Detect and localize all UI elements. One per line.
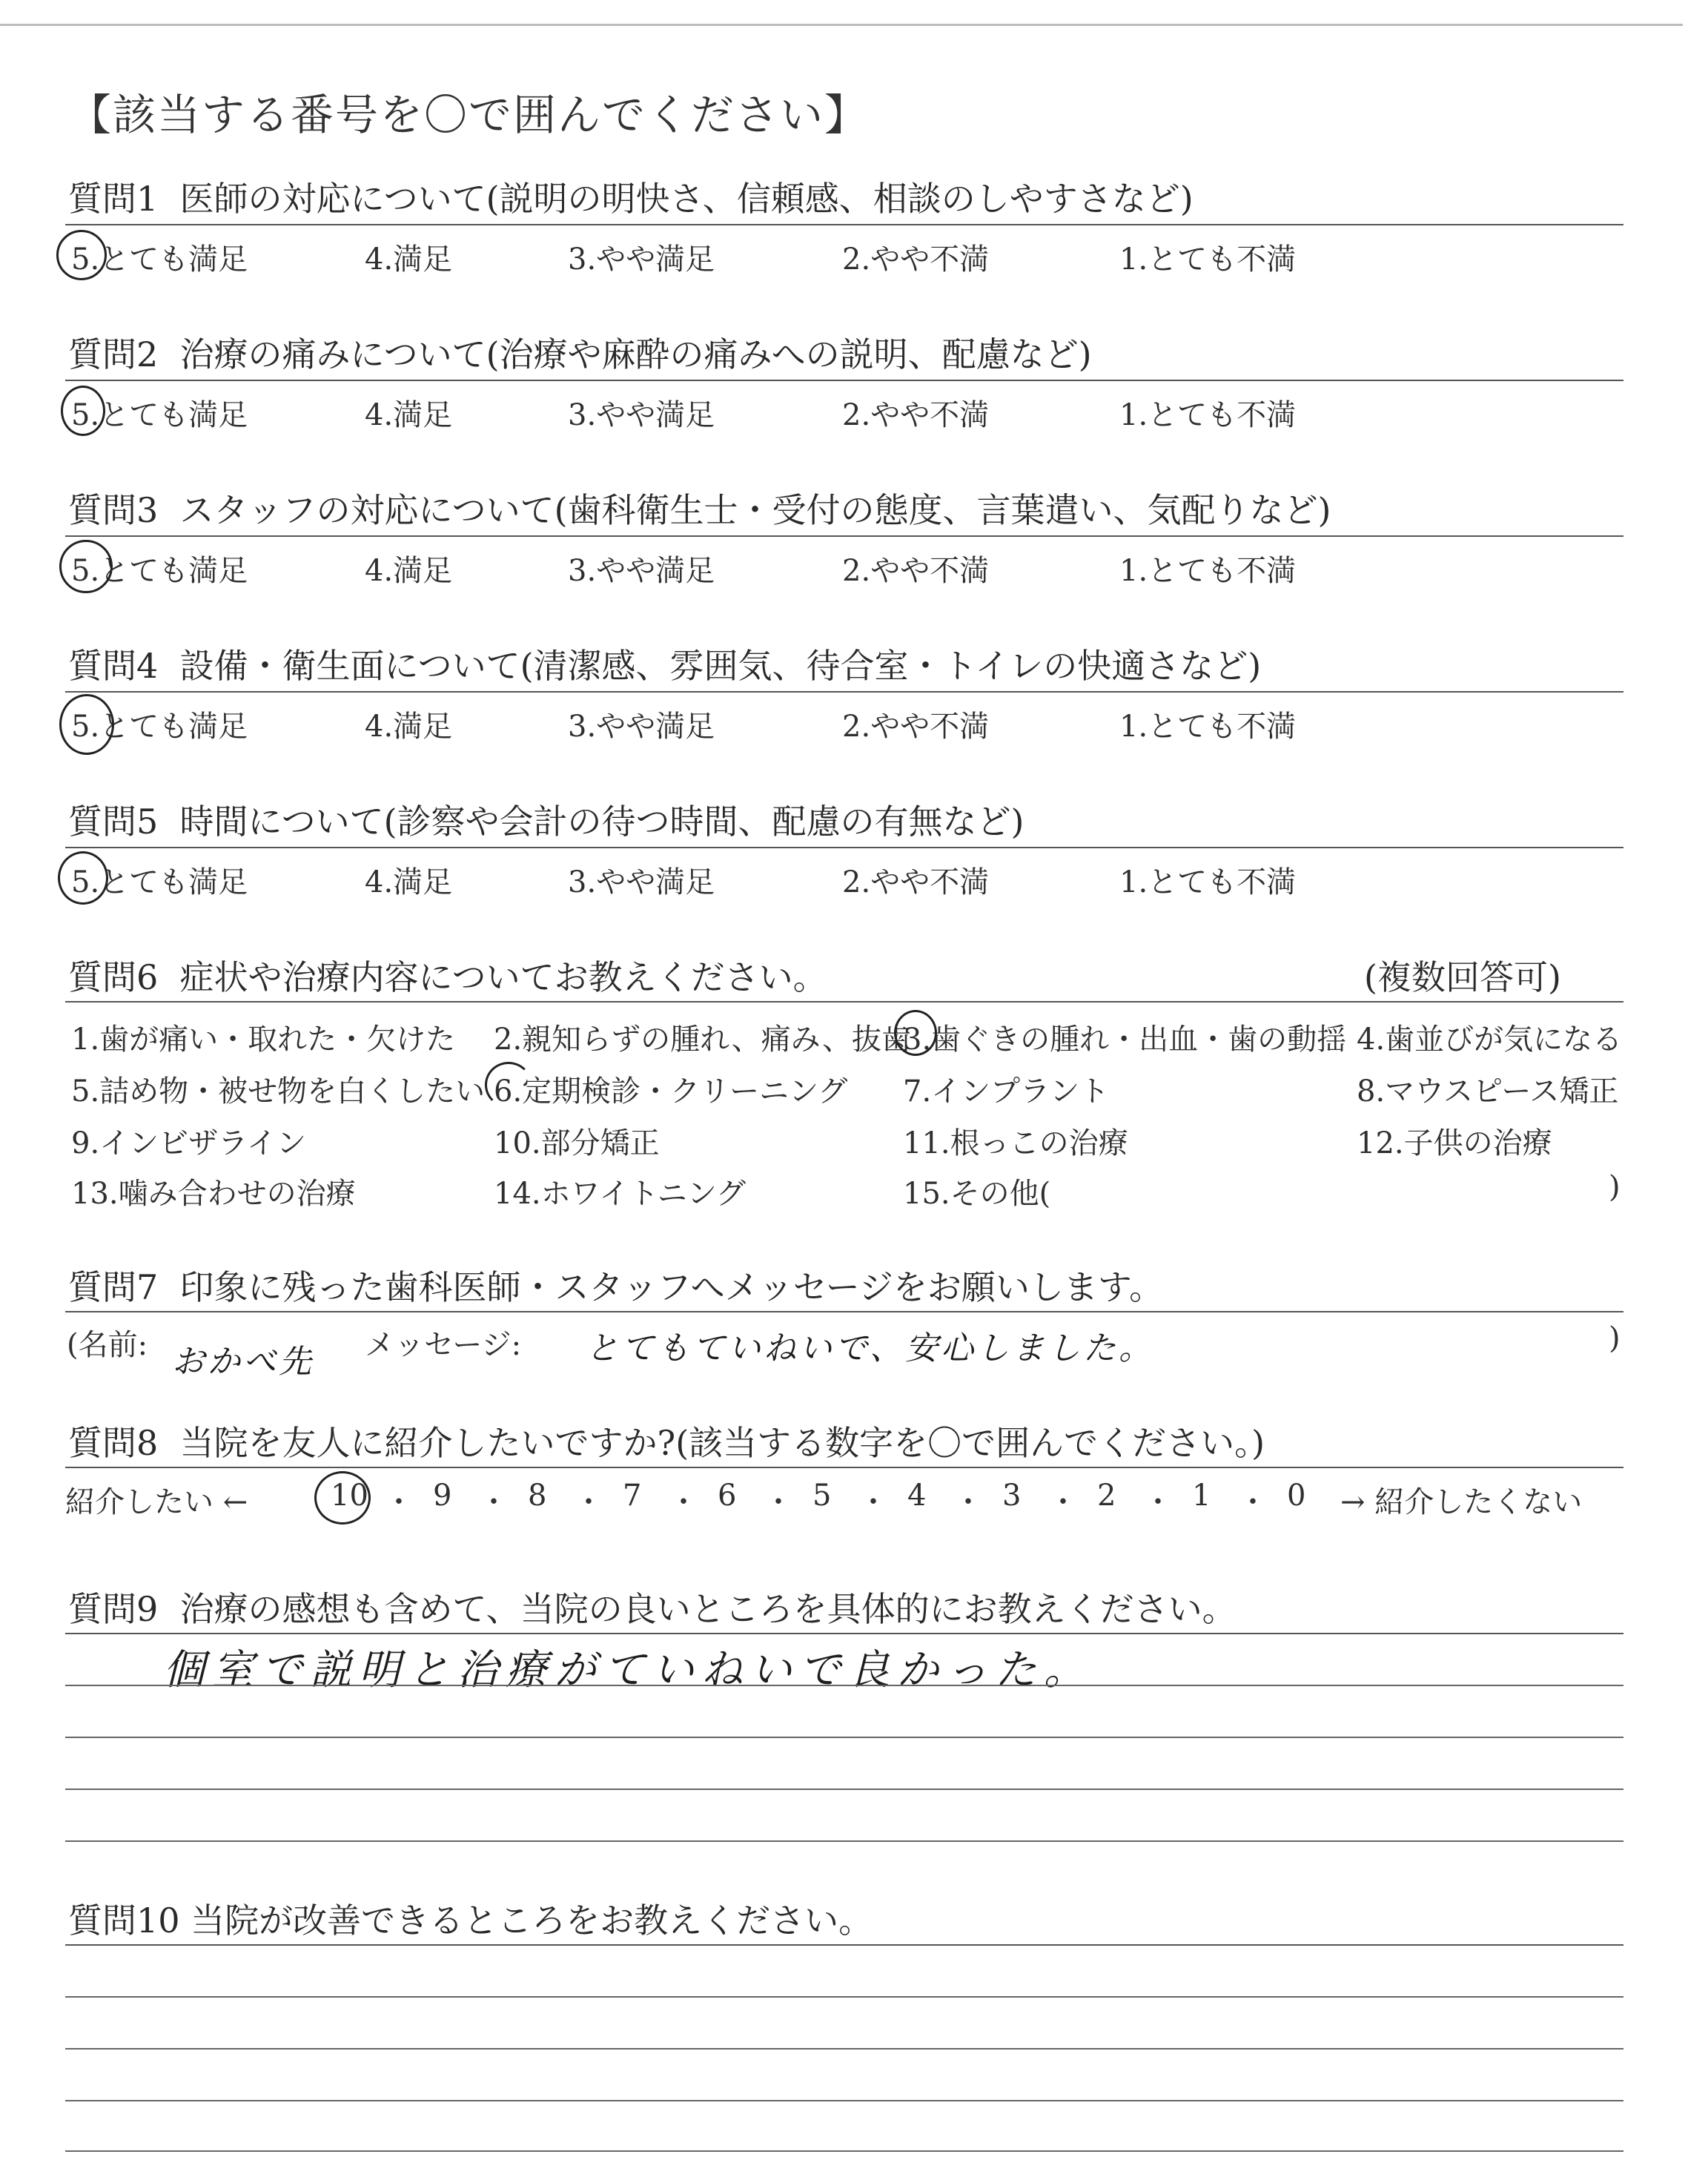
question-5-text: 時間について(診察や会計の待つ時間、配慮の有無など) — [179, 802, 1025, 842]
scale-separator: ・ — [384, 1485, 414, 1519]
question-9-answer[interactable]: 個室で説明と治療がていねいで良かった。 — [163, 1646, 1093, 1694]
question-2-label: 質問2 — [68, 334, 159, 374]
question-8-rule — [65, 1467, 1623, 1468]
question-2-text: 治療の痛みについて(治療や麻酔の痛みへの説明、配慮など) — [179, 334, 1092, 374]
question-9-text: 治療の感想も含めて、当院の良いところを具体的にお教えください。 — [179, 1589, 1237, 1629]
question-5-rule — [65, 847, 1623, 848]
question-3 — [68, 483, 1331, 532]
scale-separator: ・ — [1238, 1485, 1268, 1519]
question-7-label: 質問7 — [68, 1267, 159, 1307]
selection-circle — [894, 1010, 937, 1056]
option-1[interactable]: 1.とても不満 — [1119, 554, 1297, 588]
scale-separator: ・ — [574, 1485, 603, 1519]
option-4[interactable]: 4.満足 — [365, 554, 453, 588]
scale-separator: ・ — [669, 1485, 698, 1519]
question-7 — [68, 1261, 1163, 1309]
option-5[interactable]: 5.とても満足 — [71, 865, 248, 899]
question-4-rule — [65, 691, 1623, 693]
scale-6[interactable]: 6 — [718, 1479, 737, 1513]
scale-7[interactable]: 7 — [623, 1479, 642, 1513]
selection-circle — [56, 230, 107, 280]
question-7-text: 印象に残った歯科医師・スタッフへメッセージをお願いします。 — [179, 1267, 1164, 1307]
scale-separator: ・ — [953, 1485, 983, 1519]
option-2[interactable]: 2.やや不満 — [842, 554, 990, 588]
option-1[interactable]: 1.とても不満 — [1119, 242, 1297, 277]
question-1-label: 質問1 — [68, 179, 159, 219]
message-label: メッセージ: — [365, 1328, 522, 1362]
question-6-note: (複数回答可) — [1364, 957, 1561, 997]
top-border — [0, 24, 1683, 26]
option-5[interactable]: 5.とても満足 — [71, 554, 248, 588]
option-2[interactable]: 2.やや不満 — [842, 865, 990, 899]
name-label: (名前: — [67, 1328, 148, 1362]
selection-circle — [485, 1062, 532, 1108]
selection-circle — [59, 540, 113, 593]
question-4 — [68, 639, 1261, 688]
question-10-rule — [65, 1944, 1623, 1946]
item-11[interactable]: 11.根っこの治療 — [903, 1126, 1128, 1160]
option-5[interactable]: 5.とても満足 — [71, 398, 248, 432]
item-2[interactable]: 2.親知らずの腫れ、痛み、抜歯 — [494, 1023, 911, 1057]
item-4[interactable]: 4.歯並びが気になる — [1357, 1023, 1623, 1057]
scale-1[interactable]: 1 — [1192, 1479, 1211, 1513]
option-3[interactable]: 3.やや満足 — [568, 710, 715, 744]
scale-separator: ・ — [1048, 1485, 1078, 1519]
scale-0[interactable]: 0 — [1287, 1479, 1306, 1513]
item-15[interactable]: 15.その他( — [903, 1177, 1051, 1211]
question-9-label: 質問9 — [68, 1589, 159, 1629]
question-1-rule — [65, 224, 1623, 225]
item-13[interactable]: 13.噛み合わせの治療 — [71, 1177, 356, 1211]
question-8-label: 質問8 — [68, 1423, 159, 1463]
question-4-label: 質問4 — [68, 646, 159, 686]
scale-10[interactable]: 10 — [331, 1479, 368, 1513]
question-6 — [68, 951, 827, 1000]
question-5-label: 質問5 — [68, 802, 159, 842]
item-6[interactable]: 6.定期検診・クリーニング — [494, 1074, 848, 1109]
option-4[interactable]: 4.満足 — [365, 710, 453, 744]
question-3-rule — [65, 535, 1623, 537]
question-10 — [68, 1894, 873, 1943]
item-10[interactable]: 10.部分矯正 — [494, 1126, 660, 1160]
selection-circle — [58, 851, 108, 905]
name-value[interactable]: おかべ先 — [172, 1343, 314, 1381]
item-12[interactable]: 12.子供の治療 — [1357, 1126, 1552, 1160]
selection-circle — [61, 386, 105, 436]
item-15-close-paren: ) — [1609, 1170, 1621, 1204]
question-10-label: 質問10 — [68, 1900, 180, 1941]
option-3[interactable]: 3.やや満足 — [568, 398, 715, 432]
scale-8[interactable]: 8 — [528, 1479, 547, 1513]
answer-line — [65, 2100, 1623, 2101]
option-2[interactable]: 2.やや不満 — [842, 710, 990, 744]
item-5[interactable]: 5.詰め物・被せ物を白くしたい — [71, 1074, 486, 1109]
selection-circle — [59, 694, 114, 755]
answer-line — [65, 2048, 1623, 2050]
scale-separator: ・ — [858, 1485, 888, 1519]
question-6-text: 症状や治療内容についてお教えください。 — [179, 957, 827, 997]
scale-separator: ・ — [1143, 1485, 1173, 1519]
question-2 — [68, 328, 1092, 377]
scale-separator: ・ — [479, 1485, 509, 1519]
question-8-text: 当院を友人に紹介したいですか?(該当する数字を〇で囲んでください。) — [179, 1423, 1265, 1463]
option-4[interactable]: 4.満足 — [365, 398, 453, 432]
question-2-rule — [65, 380, 1623, 381]
answer-line — [65, 1996, 1623, 1998]
message-close-paren: ) — [1609, 1321, 1621, 1355]
message-value[interactable]: とてもていねいで、安心しました。 — [586, 1330, 1155, 1367]
scale-5[interactable]: 5 — [812, 1479, 832, 1513]
option-2[interactable]: 2.やや不満 — [842, 398, 990, 432]
question-8 — [68, 1416, 1265, 1465]
question-6-rule — [65, 1001, 1623, 1003]
scale-right-label: → 紹介したくない — [1340, 1485, 1583, 1519]
answer-line — [65, 1840, 1623, 1842]
option-3[interactable]: 3.やや満足 — [568, 242, 715, 277]
question-4-text: 設備・衛生面について(清潔感、雰囲気、待合室・トイレの快適さなど) — [179, 646, 1262, 686]
question-10-text: 当院が改善できるところをお教えください。 — [191, 1900, 873, 1941]
scale-9[interactable]: 9 — [433, 1479, 452, 1513]
option-5[interactable]: 5.とても満足 — [71, 710, 248, 744]
option-1[interactable]: 1.とても不満 — [1119, 398, 1297, 432]
question-6-label: 質問6 — [68, 957, 159, 997]
question-3-label: 質問3 — [68, 490, 159, 530]
answer-line — [65, 1789, 1623, 1790]
question-9-rule — [65, 1633, 1623, 1634]
item-7[interactable]: 7.インプラント — [903, 1074, 1110, 1109]
scale-separator: ・ — [764, 1485, 793, 1519]
answer-line — [65, 2150, 1623, 2152]
item-9[interactable]: 9.インビザライン — [71, 1126, 306, 1160]
option-4[interactable]: 4.満足 — [365, 242, 453, 277]
option-3[interactable]: 3.やや満足 — [568, 554, 715, 588]
option-2[interactable]: 2.やや不満 — [842, 242, 990, 277]
question-9 — [68, 1582, 1237, 1631]
option-5[interactable]: 5.とても満足 — [71, 242, 248, 277]
option-1[interactable]: 1.とても不満 — [1119, 710, 1297, 744]
item-14[interactable]: 14.ホワイトニング — [494, 1177, 747, 1211]
question-7-rule — [65, 1311, 1623, 1312]
answer-line — [65, 1685, 1623, 1686]
option-1[interactable]: 1.とても不満 — [1119, 865, 1297, 899]
question-5 — [68, 795, 1025, 844]
item-8[interactable]: 8.マウスピース矯正 — [1357, 1074, 1619, 1109]
item-1[interactable]: 1.歯が痛い・取れた・欠けた — [71, 1023, 456, 1057]
option-4[interactable]: 4.満足 — [365, 865, 453, 899]
question-1-text: 医師の対応について(説明の明快さ、信頼感、相談のしやすさなど) — [179, 179, 1194, 219]
option-3[interactable]: 3.やや満足 — [568, 865, 715, 899]
question-1 — [68, 172, 1194, 221]
scale-4[interactable]: 4 — [907, 1479, 927, 1513]
selection-circle — [314, 1471, 371, 1525]
scale-2[interactable]: 2 — [1097, 1479, 1116, 1513]
page-title: 【該当する番号を〇で囲んでください】 — [68, 90, 870, 140]
question-3-text: スタッフの対応について(歯科衛生士・受付の態度、言葉遣い、気配りなど) — [179, 490, 1331, 530]
item-3[interactable]: 3.歯ぐきの腫れ・出血・歯の動揺 — [903, 1023, 1347, 1057]
scale-3[interactable]: 3 — [1002, 1479, 1022, 1513]
answer-line — [65, 1737, 1623, 1738]
scale-left-label: 紹介したい ← — [65, 1485, 248, 1519]
